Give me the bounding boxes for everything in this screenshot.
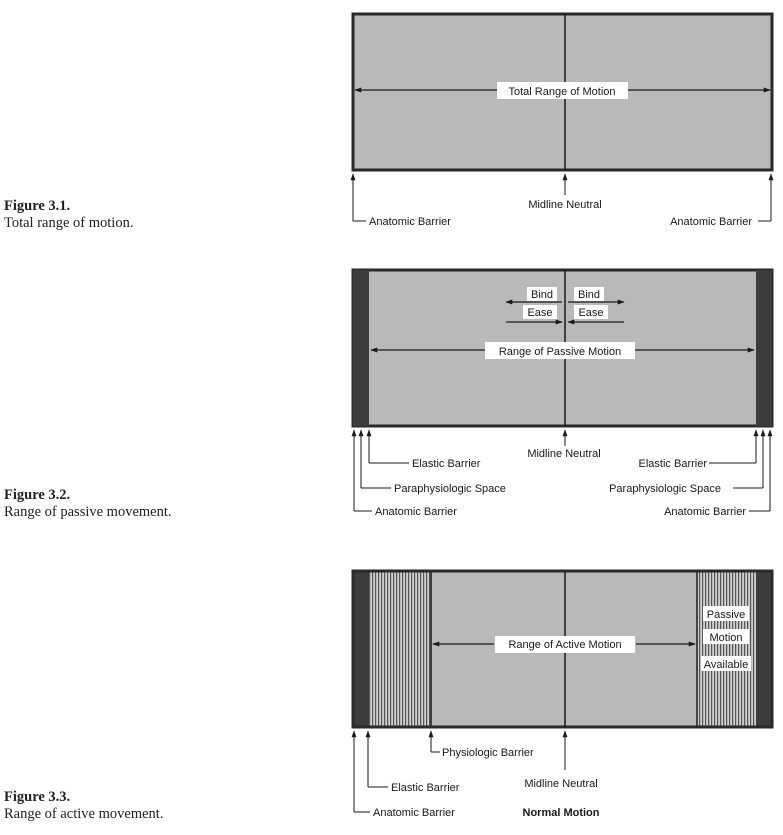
midline-neutral-label: Midline Neutral bbox=[528, 199, 602, 211]
left-paraphysiologic-space: Paraphysiologic Space bbox=[394, 483, 506, 495]
passive-range-label: Range of Passive Motion bbox=[498, 346, 622, 358]
passive-motion-label-1: Passive bbox=[706, 609, 746, 621]
total-range-label: Total Range of Motion bbox=[508, 86, 616, 98]
midline-neutral-label: Midline Neutral bbox=[524, 778, 598, 790]
passive-motion-label-3: Available bbox=[703, 659, 749, 671]
figure-caption-text: Range of active movement. bbox=[4, 806, 164, 822]
bind-left-label: Bind bbox=[530, 289, 554, 301]
figure-3-3 bbox=[353, 571, 772, 819]
ease-right-label: Ease bbox=[578, 307, 604, 319]
figure-caption-text: Total range of motion. bbox=[4, 215, 134, 231]
right-passive-zone bbox=[697, 571, 756, 727]
right-anatomic-barrier: Anatomic Barrier bbox=[664, 506, 746, 518]
ease-left-label: Ease bbox=[527, 307, 553, 319]
normal-motion-label: Normal Motion bbox=[522, 807, 600, 819]
figure-caption-text: Range of passive movement. bbox=[4, 504, 172, 520]
anatomic-barrier: Anatomic Barrier bbox=[373, 807, 455, 819]
left-elastic-barrier: Elastic Barrier bbox=[412, 458, 481, 470]
right-elastic-barrier: Elastic Barrier bbox=[638, 458, 707, 470]
right-barrier-band bbox=[756, 270, 772, 426]
left-passive-zone bbox=[369, 571, 431, 727]
right-paraphysiologic-space: Paraphysiologic Space bbox=[609, 483, 721, 495]
figure-number: Figure 3.3. bbox=[4, 789, 71, 805]
passive-motion-label-2: Motion bbox=[709, 632, 743, 644]
left-barrier-band bbox=[353, 270, 369, 426]
left-anatomic-band bbox=[353, 571, 369, 727]
left-anatomic-barrier: Anatomic Barrier bbox=[375, 506, 457, 518]
midline-neutral-label: Midline Neutral bbox=[527, 448, 601, 460]
figure-number: Figure 3.2. bbox=[4, 487, 71, 503]
left-anatomic-barrier: Anatomic Barrier bbox=[369, 216, 451, 228]
figure-3-2 bbox=[353, 270, 772, 518]
figure-number: Figure 3.1. bbox=[4, 198, 71, 214]
right-anatomic-band bbox=[756, 571, 772, 727]
bind-right-label: Bind bbox=[577, 289, 601, 301]
elastic-barrier: Elastic Barrier bbox=[391, 782, 460, 794]
physiologic-barrier: Physiologic Barrier bbox=[442, 747, 534, 759]
active-range-label: Range of Active Motion bbox=[508, 639, 622, 651]
right-anatomic-barrier: Anatomic Barrier bbox=[670, 216, 752, 228]
figure-3-1 bbox=[353, 14, 772, 228]
